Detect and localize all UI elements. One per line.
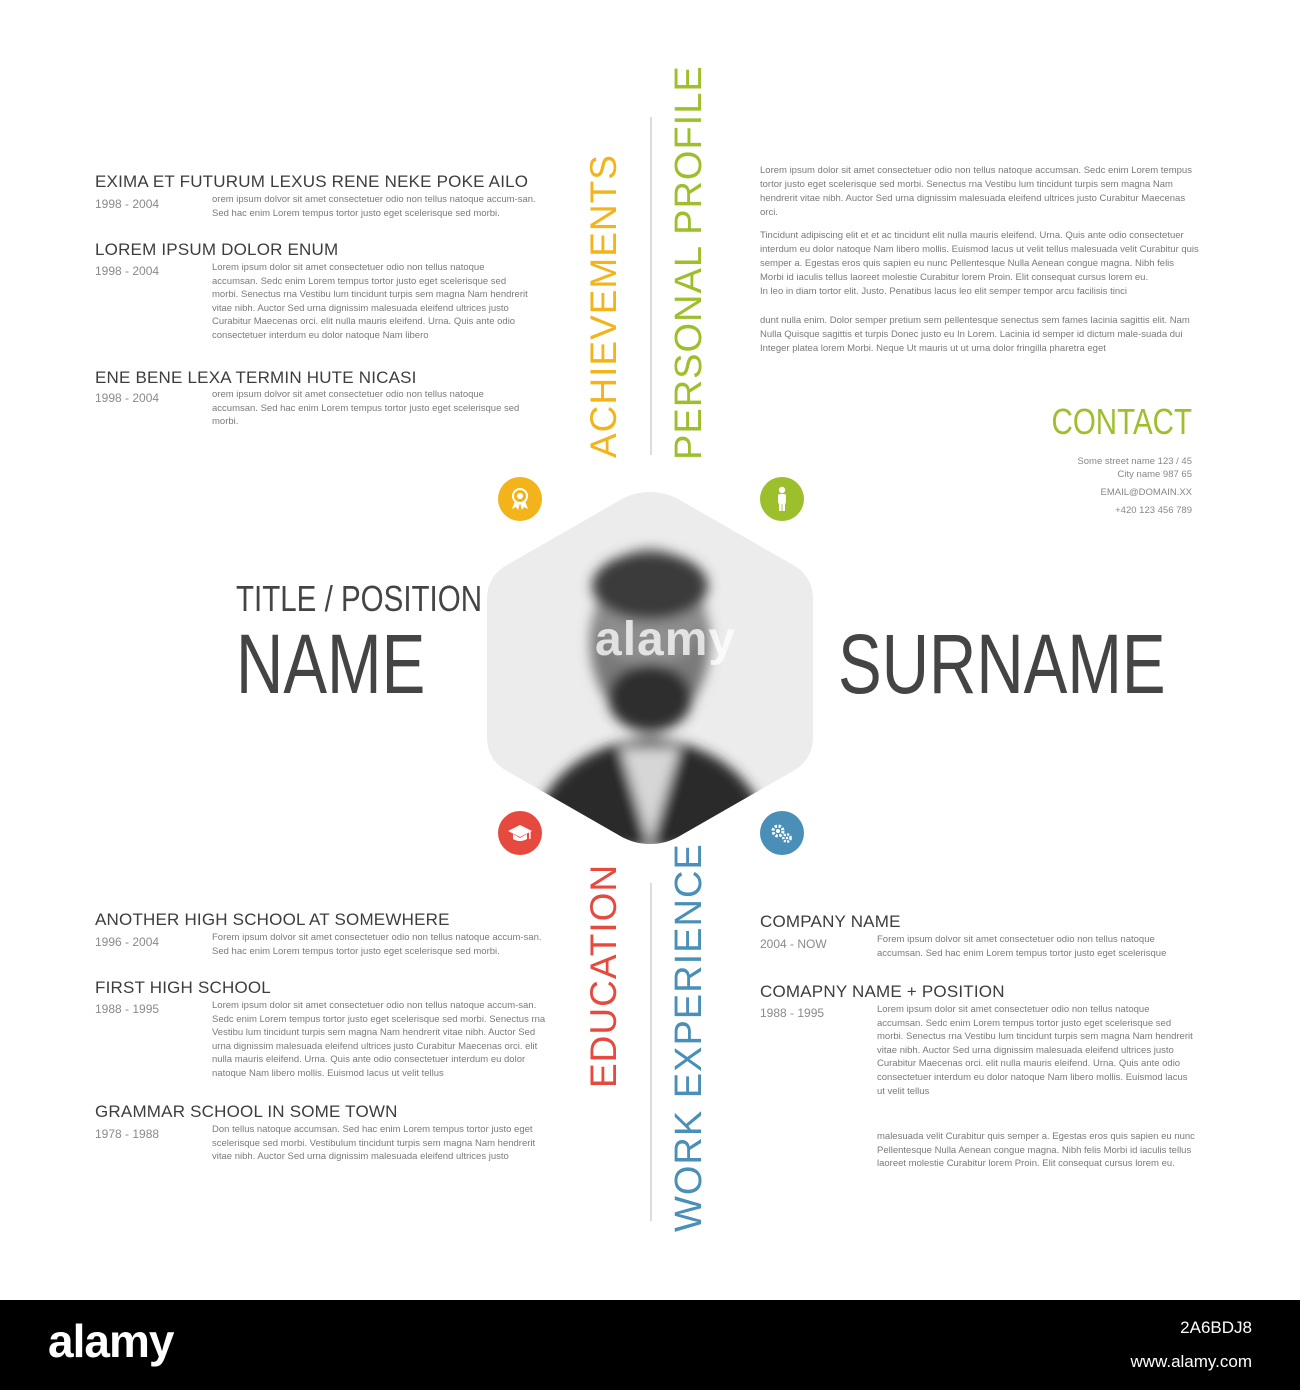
footer-logo: alamy	[48, 1315, 174, 1367]
contact-city: City name 987 65	[1117, 469, 1192, 480]
divider-line	[650, 117, 652, 455]
entry-years: 1988 - 1995	[760, 1006, 825, 1020]
entry-description: orem ipsum dolvor sit amet consectetuer odio non tellus natoque accum-san. Sed hac enim Lorem tempus tortor justo eget scelerisque sed morbi.	[212, 194, 536, 219]
education-entry	[95, 978, 555, 1079]
achievements-heading: ACHIEVEMENTS	[583, 154, 624, 458]
award-ribbon-icon	[498, 477, 542, 521]
contact-email[interactable]: EMAIL@DOMAIN.XX	[1100, 487, 1192, 498]
work-entry	[760, 912, 1200, 959]
achievement-entry	[95, 240, 555, 341]
entry-years: 1998 - 2004	[95, 197, 160, 211]
work-experience-heading: WORK EXPERIENCE	[668, 843, 710, 1232]
entry-title: GRAMMAR SCHOOL IN SOME TOWN	[95, 1102, 398, 1121]
achievement-entry	[95, 172, 555, 219]
entry-description: Forem ipsum dolvor sit amet consectetuer odio non tellus natoque accumsan. Sed hac enim Lorem tempus tortor justo eget scelerisque	[877, 934, 1167, 959]
achievements-circle	[498, 477, 542, 521]
contact-block	[892, 400, 1192, 516]
entry-years: 1988 - 1995	[95, 1002, 160, 1016]
profile-text	[760, 164, 1200, 356]
education-entry	[95, 910, 555, 957]
entry-description: Forem ipsum dolvor sit amet consectetuer odio non tellus natoque accum-san. Sed hac enim Lorem tempus tortor justo eget scelerisque sed morbi.	[212, 932, 542, 957]
surname: SURNAME	[838, 617, 1166, 711]
entry-description: Lorem ipsum dolor sit amet consectetuer odio non tellus natoque accumsan. Sedc enim Lorem tempus tortor justo eget scelerisque sed morbi. Senectus rna Vestibu lum tincidunt turpis sem magna Nam hendrerit vitae nibh. Auctor Sed urna dignissim malesuada eleifend ultrices justo Curabitur Maecenas orci. elit nulla mauris eleifend. Urna. Quis ante odio consectetuer interdum eu dolor natoque Nam libero	[212, 262, 528, 341]
entry-years: 1998 - 2004	[95, 264, 160, 278]
education-heading: EDUCATION	[583, 863, 624, 1088]
title-position: TITLE / POSITION	[236, 578, 483, 619]
profile-circle	[760, 477, 804, 521]
entry-description-extra: malesuada velit Curabitur quis semper a. Egestas eros quis sapien eu nunc Pellentesque Nulla Aenean congue magna. Nibh felis Morbi id iaculis tellus laoreet molestie Curabitur lorem Proin. Elit consequat cursus lorem eu.	[877, 1131, 1195, 1170]
entry-description: Don tellus natoque accumsan. Sed hac enim Lorem tempus tortor justo eget scelerisque sed morbi. Vestibulum tincidunt turpis sem magna Nam hendrerit vitae nibh. Auctor Sed urna dignissim malesuada eleifend ultrices justo	[212, 1124, 536, 1163]
entry-years: 2004 - NOW	[760, 937, 827, 951]
footer-image-id: 2A6BDJ8	[1180, 1318, 1252, 1337]
contact-street: Some street name 123 / 45	[1077, 456, 1192, 467]
entry-title: COMPANY NAME	[760, 912, 901, 931]
contact-phone: +420 123 456 789	[1115, 505, 1192, 516]
profile-paragraph: dunt nulla enim. Dolor semper pretium sem pellentesque senectus sem fames lacinia sagittis elit. Nam Nulla Quisque sagittis et turpis Donec justo eu In Lorem. Lacinia id semper id dictum male-suada dui Integer platea lorem Morbi. Neque Ut mauris ut ut urna dolor fringilla pharetra eget	[760, 315, 1190, 354]
footer-site[interactable]: www.alamy.com	[1130, 1352, 1252, 1371]
entry-description: Lorem ipsum dolor sit amet consectetuer odio non tellus natoque accumsan. Sedc enim Lorem tempus tortor justo eget scelerisque sed morbi. Senectus rna Vestibu lum tincidunt turpis sem magna Nam hendrerit vitae nibh. Auctor Sed urna dignissim malesuada eleifend ultrices justo Curabitur Maecenas orci. elit nulla mauris eleifend. Urna. Quis ante odio consectetuer interdum eu dolor natoque Nam libero mollis. Euismod lacus ut velit tellus	[877, 1004, 1193, 1097]
education-circle	[498, 811, 542, 855]
personal-profile-heading: PERSONAL PROFILE	[668, 65, 710, 460]
work-circle	[760, 811, 804, 855]
graduation-cap-icon	[498, 811, 542, 855]
entry-title: FIRST HIGH SCHOOL	[95, 978, 271, 997]
profile-paragraph: Tincidunt adipiscing elit et et ac tincidunt elit nulla mauris eleifend. Urna. Quis ante odio consectetuer interdum eu dolor natoque Nam libero mollis. Euismod lacus ut velit tellus malesuada velit Curabitur quis semper a. Egestas eros quis sapien eu nunc Pellentesque Nulla Aenean congue magna. Nibh felis Morbi id iaculis tellus laoreet molestie Curabitur lorem Proin. Elit consequat cursus lorem eu.	[760, 230, 1199, 283]
entry-title: LOREM IPSUM DOLOR ENUM	[95, 240, 339, 259]
entry-years: 1978 - 1988	[95, 1127, 160, 1141]
stock-watermark-bar	[0, 1300, 1300, 1390]
entry-description: Lorem ipsum dolor sit amet consectetuer odio non tellus natoque accum-san. Sedc enim Lorem tempus tortor justo eget scelerisque sed morbi. Senectus rna Vestibu lum tincidunt turpis sem magna Nam hendrerit vitae nibh. Auctor Sed urna dignissim malesuada eleifend ultrices justo Curabitur Maecenas orci. elit nulla mauris eleifend. Urna. Quis ante odio consectetuer interdum eu dolor natoque Nam libero mollis. Euismod lacus ut velit tellus	[212, 1000, 546, 1079]
entry-title: COMAPNY NAME + POSITION	[760, 982, 1005, 1001]
first-name: NAME	[236, 617, 426, 711]
achievement-entry	[95, 368, 555, 428]
education-entry	[95, 1102, 555, 1163]
person-icon	[760, 477, 804, 521]
divider-line	[650, 883, 652, 1221]
profile-photo	[485, 488, 815, 848]
entry-years: 1998 - 2004	[95, 391, 160, 405]
contact-heading: CONTACT	[1051, 401, 1192, 442]
work-entry	[760, 982, 1200, 1170]
gears-icon	[760, 811, 804, 855]
entry-title: ENE BENE LEXA TERMIN HUTE NICASI	[95, 368, 417, 387]
entry-years: 1996 - 2004	[95, 935, 160, 949]
entry-title: EXIMA ET FUTURUM LEXUS RENE NEKE POKE AILO	[95, 172, 529, 191]
entry-description: orem ipsum dolvor sit amet consectetuer odio non tellus natoque accumsan. Sed hac enim Lorem tempus tortor justo eget scelerisque sed morbi.	[212, 389, 520, 428]
entry-title: ANOTHER HIGH SCHOOL AT SOMEWHERE	[95, 910, 450, 929]
watermark-text: alamy	[595, 613, 737, 666]
profile-paragraph: Lorem ipsum dolor sit amet consectetuer odio non tellus natoque accumsan. Sedc enim Lorem tempus tortor justo eget scelerisque sed morbi. Senectus rna Vestibu lum tincidunt turpis sem magna Nam hendrerit vitae nibh. Auctor Sed urna dignissim malesuada eleifend ultrices justo Curabitur Maecenas orci.	[760, 165, 1192, 218]
profile-paragraph: In leo in diam tortor elit. Justo. Penatibus lacus leo elit semper tempor arcu facilisis tinci	[760, 286, 1127, 297]
